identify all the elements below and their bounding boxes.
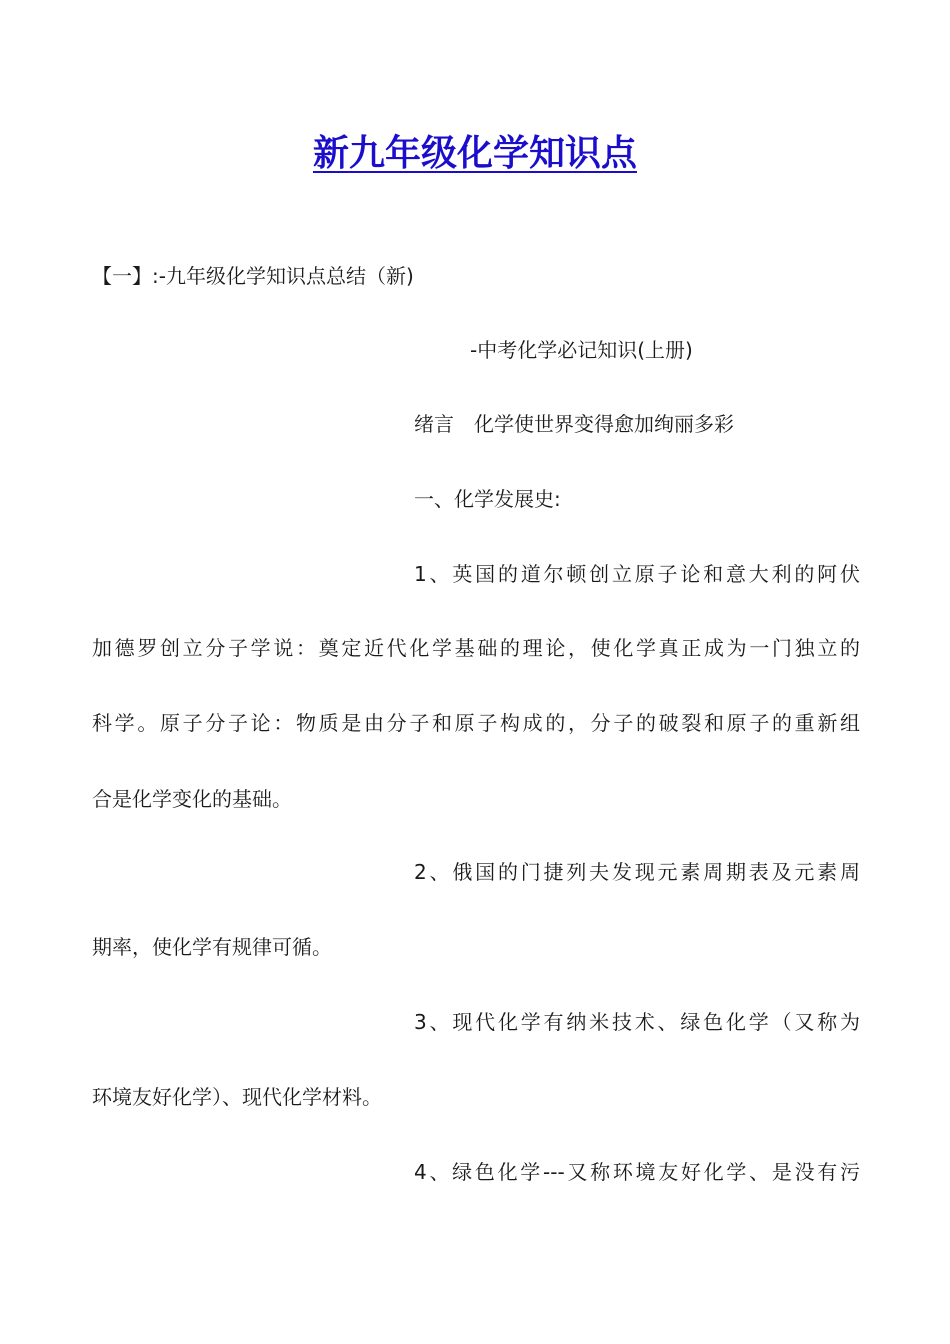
paragraph-line: 1、英国的道尔顿创立原子论和意大利的阿伏 — [414, 562, 860, 586]
paragraph-line: 2、俄国的门捷列夫发现元素周期表及元素周 — [414, 860, 860, 884]
page-title: 新九年级化学知识点 — [312, 133, 637, 174]
subtitle: -中考化学必记知识(上册) — [470, 338, 693, 362]
paragraph-line: 加德罗创立分子学说：奠定近代化学基础的理论，使化学真正成为一门独立的 — [92, 636, 860, 660]
paragraph-line: 期率，使化学有规律可循。 — [92, 935, 332, 959]
paragraph-line: 环境友好化学）、现代化学材料。 — [92, 1085, 382, 1109]
subsection-heading: 一、化学发展史: — [414, 487, 561, 511]
paragraph-line: 科学。原子分子论：物质是由分子和原子构成的，分子的破裂和原子的重新组 — [92, 711, 860, 735]
section-heading: 【一】:-九年级化学知识点总结（新) — [92, 264, 414, 288]
paragraph-line: 3、现代化学有纳米技术、绿色化学（又称为 — [414, 1010, 860, 1034]
paragraph-line: 4、绿色化学---又称环境友好化学、是没有污 — [414, 1160, 860, 1184]
intro-heading: 绪言 化学使世界变得愈加绚丽多彩 — [414, 412, 734, 436]
paragraph-line: 合是化学变化的基础。 — [92, 787, 292, 811]
